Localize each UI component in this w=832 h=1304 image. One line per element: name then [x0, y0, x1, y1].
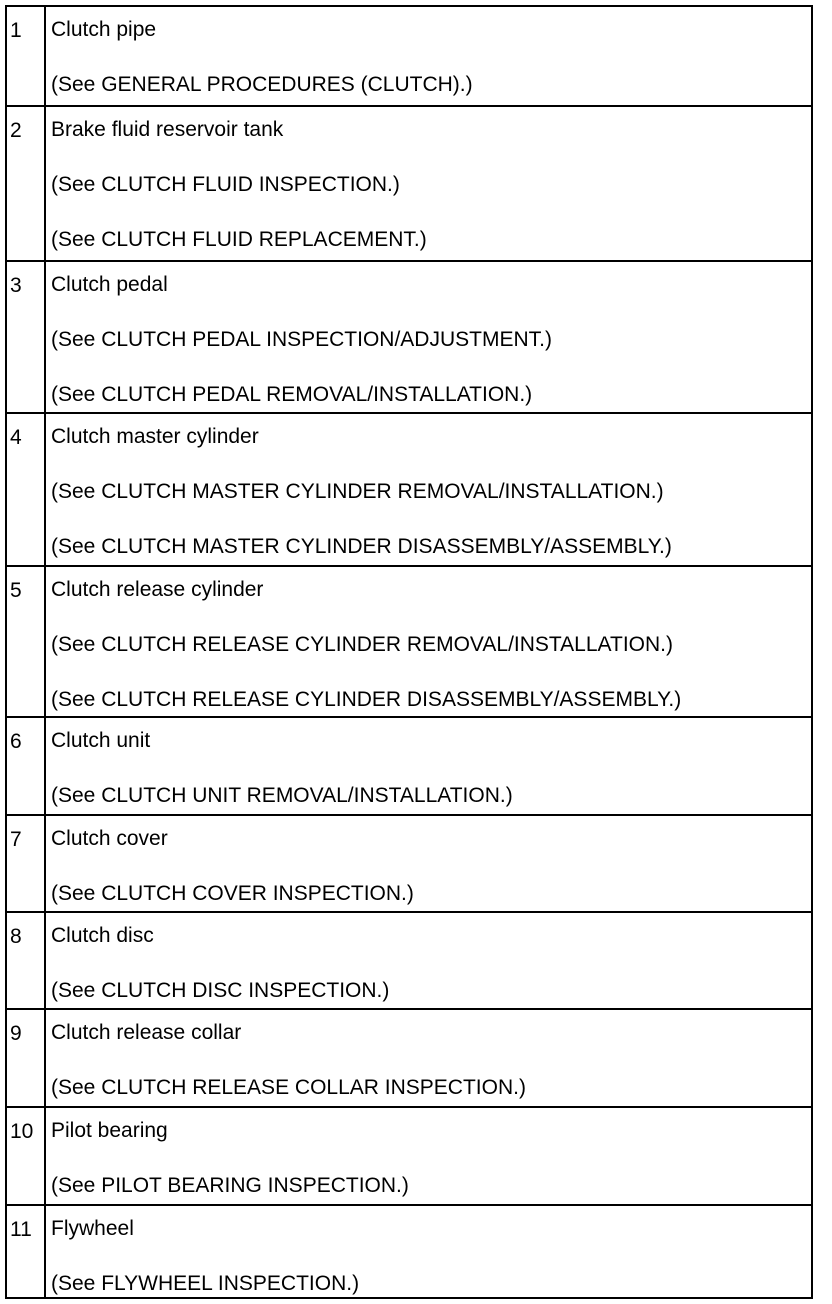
part-name: Clutch release cylinder — [51, 578, 264, 601]
reference-link[interactable]: (See CLUTCH FLUID INSPECTION.) — [51, 173, 400, 196]
table-row — [7, 1204, 811, 1297]
item-number: 4 — [7, 414, 46, 565]
item-description — [46, 816, 811, 911]
item-number: 6 — [7, 718, 46, 814]
table-row — [7, 260, 811, 412]
table-row — [7, 911, 811, 1008]
item-number: 1 — [7, 7, 46, 105]
part-name: Clutch unit — [51, 729, 151, 752]
reference-link[interactable]: (See CLUTCH MASTER CYLINDER DISASSEMBLY/ASSEMBLY.) — [51, 535, 672, 558]
part-name: Clutch release collar — [51, 1021, 242, 1044]
part-name: Pilot bearing — [51, 1119, 168, 1142]
item-description — [46, 262, 811, 412]
reference-link[interactable]: (See PILOT BEARING INSPECTION.) — [51, 1174, 409, 1197]
item-number: 3 — [7, 262, 46, 412]
reference-link[interactable]: (See CLUTCH PEDAL REMOVAL/INSTALLATION.) — [51, 383, 533, 406]
table-row — [7, 7, 811, 105]
part-name: Clutch pedal — [51, 273, 168, 296]
item-number: 2 — [7, 107, 46, 260]
part-name: Clutch cover — [51, 827, 168, 850]
item-description — [46, 7, 811, 105]
item-description — [46, 1108, 811, 1204]
parts-table — [5, 5, 813, 1299]
item-number: 11 — [7, 1206, 46, 1297]
reference-link[interactable]: (See FLYWHEEL INSPECTION.) — [51, 1272, 360, 1295]
part-name: Clutch master cylinder — [51, 425, 259, 448]
reference-link[interactable]: (See CLUTCH DISC INSPECTION.) — [51, 979, 390, 1002]
item-description — [46, 1010, 811, 1106]
reference-link[interactable]: (See CLUTCH UNIT REMOVAL/INSTALLATION.) — [51, 784, 513, 807]
item-number: 5 — [7, 567, 46, 716]
item-number: 7 — [7, 816, 46, 911]
item-number: 10 — [7, 1108, 46, 1204]
table-row — [7, 814, 811, 911]
item-description — [46, 567, 811, 716]
part-name: Brake fluid reservoir tank — [51, 118, 284, 141]
item-description — [46, 718, 811, 814]
table-row — [7, 565, 811, 716]
item-description — [46, 107, 811, 260]
part-name: Clutch pipe — [51, 18, 157, 41]
table-row — [7, 1106, 811, 1204]
item-number: 9 — [7, 1010, 46, 1106]
reference-link[interactable]: (See CLUTCH COVER INSPECTION.) — [51, 882, 414, 905]
reference-link[interactable]: (See CLUTCH RELEASE COLLAR INSPECTION.) — [51, 1076, 526, 1099]
item-description — [46, 913, 811, 1008]
item-description — [46, 414, 811, 565]
reference-link[interactable]: (See CLUTCH MASTER CYLINDER REMOVAL/INSTALLATION.) — [51, 480, 664, 503]
reference-link[interactable]: (See CLUTCH RELEASE CYLINDER REMOVAL/INSTALLATION.) — [51, 633, 673, 656]
table-row — [7, 1008, 811, 1106]
item-description — [46, 1206, 811, 1297]
reference-link[interactable]: (See CLUTCH RELEASE CYLINDER DISASSEMBLY/ASSEMBLY.) — [51, 688, 682, 711]
reference-link[interactable]: (See CLUTCH PEDAL INSPECTION/ADJUSTMENT.) — [51, 328, 552, 351]
table-row — [7, 412, 811, 565]
table-row — [7, 716, 811, 814]
part-name: Clutch disc — [51, 924, 154, 947]
table-row — [7, 105, 811, 260]
reference-link[interactable]: (See CLUTCH FLUID REPLACEMENT.) — [51, 228, 427, 251]
part-name: Flywheel — [51, 1217, 134, 1240]
item-number: 8 — [7, 913, 46, 1008]
reference-link[interactable]: (See GENERAL PROCEDURES (CLUTCH).) — [51, 73, 473, 96]
